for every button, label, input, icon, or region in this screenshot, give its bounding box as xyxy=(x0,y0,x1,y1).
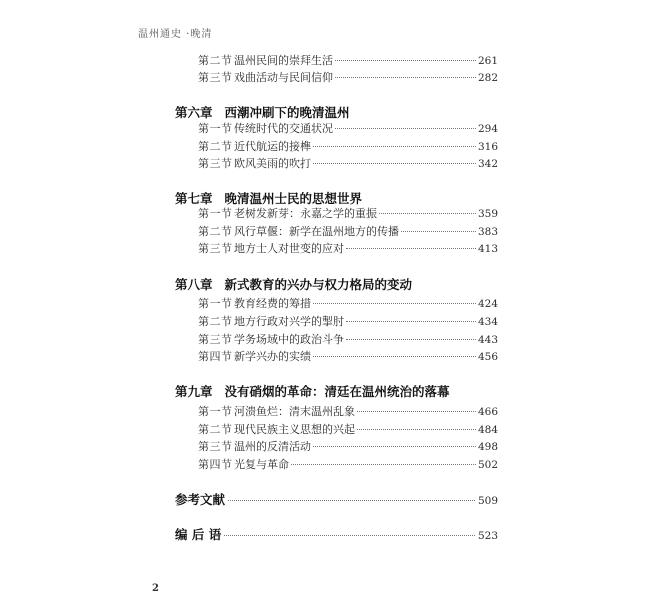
leader-dots xyxy=(224,535,475,536)
section-number: 第二节 xyxy=(198,225,233,238)
page-number: 359 xyxy=(477,208,498,220)
toc-entry[interactable] xyxy=(198,315,498,329)
page-number: 484 xyxy=(477,424,498,436)
toc-back-matter-entry[interactable] xyxy=(175,525,498,541)
toc-entry[interactable] xyxy=(198,122,498,136)
section-title: 欧风美雨的吹打 xyxy=(234,157,311,170)
leader-dots xyxy=(357,429,476,430)
section-number: 第二节 xyxy=(198,140,233,153)
section-number: 第一节 xyxy=(198,207,233,220)
toc-entry[interactable] xyxy=(198,140,498,154)
chapter-title: 没有硝烟的革命：清廷在温州统治的落幕 xyxy=(224,384,450,399)
toc-entry[interactable] xyxy=(198,440,498,454)
section-number: 第三节 xyxy=(198,157,233,170)
section-title: 学务场域中的政治斗争 xyxy=(234,333,344,346)
page-number: 424 xyxy=(477,298,498,310)
toc-back-matter-entry[interactable] xyxy=(175,490,498,506)
section-number: 第二节 xyxy=(198,423,233,436)
page-number: 434 xyxy=(477,316,498,328)
section-title: 近代航运的接榫 xyxy=(234,140,311,153)
section-title: 光复与革命 xyxy=(234,458,289,471)
section-number: 第二节 xyxy=(198,315,233,328)
section-number: 第三节 xyxy=(198,71,233,84)
leader-dots xyxy=(313,146,476,147)
section-title: 戏曲活动与民间信仰 xyxy=(234,71,333,84)
section-title: 老树发新芽：永嘉之学的重振 xyxy=(234,207,377,220)
leader-dots xyxy=(313,356,476,357)
section-number: 第二节 xyxy=(198,54,233,67)
leader-dots xyxy=(346,339,476,340)
chapter-heading[interactable] xyxy=(175,103,350,121)
toc-entry[interactable] xyxy=(198,458,498,472)
leader-dots xyxy=(401,231,476,232)
chapter-title: 西潮冲刷下的晚清温州 xyxy=(224,105,350,120)
chapter-heading[interactable] xyxy=(175,189,362,207)
section-title: 新学兴办的实绩 xyxy=(234,350,311,363)
page-number: 509 xyxy=(477,495,498,507)
page-number: 443 xyxy=(477,334,498,346)
leader-dots xyxy=(291,464,476,465)
page-number: 498 xyxy=(477,441,498,453)
page-number: 316 xyxy=(477,141,498,153)
section-number: 第一节 xyxy=(198,405,233,418)
leader-dots xyxy=(335,128,476,129)
leader-dots xyxy=(313,446,476,447)
page-number: 342 xyxy=(477,158,498,170)
toc-entry[interactable] xyxy=(198,423,498,437)
chapter-number: 第九章 xyxy=(175,384,213,399)
toc-entry[interactable] xyxy=(198,157,498,171)
page-number: 294 xyxy=(477,123,498,135)
leader-dots xyxy=(228,500,475,501)
section-title: 传统时代的交通状况 xyxy=(234,122,333,135)
leader-dots xyxy=(346,321,476,322)
section-number: 第一节 xyxy=(198,297,233,310)
toc-entry[interactable] xyxy=(198,297,498,311)
leader-dots xyxy=(379,213,476,214)
page-number: 466 xyxy=(477,406,498,418)
leader-dots xyxy=(313,303,476,304)
toc-entry[interactable] xyxy=(198,54,498,68)
page-number: 456 xyxy=(477,351,498,363)
section-title: 教育经费的筹措 xyxy=(234,297,311,310)
back-matter-title: 参考文献 xyxy=(175,492,226,507)
chapter-title: 晚清温州士民的思想世界 xyxy=(224,191,363,206)
leader-dots xyxy=(313,163,476,164)
leader-dots xyxy=(335,60,476,61)
page-number: 282 xyxy=(477,72,498,84)
toc-entry[interactable] xyxy=(198,225,498,239)
toc-entry[interactable] xyxy=(198,405,498,419)
leader-dots xyxy=(346,248,476,249)
section-title: 河溃鱼烂：清末温州乱象 xyxy=(234,405,355,418)
section-number: 第四节 xyxy=(198,458,233,471)
page-number: 261 xyxy=(477,55,498,67)
section-number: 第三节 xyxy=(198,333,233,346)
leader-dots xyxy=(335,77,476,78)
section-title: 现代民族主义思想的兴起 xyxy=(234,423,355,436)
toc-entry[interactable] xyxy=(198,350,498,364)
back-matter-title: 编 后 语 xyxy=(175,527,222,542)
chapter-number: 第七章 xyxy=(175,191,213,206)
page-number: 413 xyxy=(477,243,498,255)
toc-entry[interactable] xyxy=(198,242,498,256)
toc-entry[interactable] xyxy=(198,207,498,221)
toc-entry[interactable] xyxy=(198,333,498,347)
leader-dots xyxy=(357,411,476,412)
chapter-number: 第六章 xyxy=(175,105,213,120)
page-number: 523 xyxy=(477,530,498,542)
chapter-heading[interactable] xyxy=(175,275,412,293)
running-head: 温州通史 ·晚清 xyxy=(138,29,213,40)
page-number: 383 xyxy=(477,226,498,238)
chapter-number: 第八章 xyxy=(175,277,213,292)
section-number: 第一节 xyxy=(198,122,233,135)
section-number: 第三节 xyxy=(198,440,233,453)
page-number: 502 xyxy=(477,459,498,471)
section-title: 地方士人对世变的应对 xyxy=(234,242,344,255)
chapter-heading[interactable] xyxy=(175,382,450,400)
section-title: 风行草偃：新学在温州地方的传播 xyxy=(234,225,399,238)
toc-entry[interactable] xyxy=(198,71,498,85)
section-number: 第四节 xyxy=(198,350,233,363)
chapter-title: 新式教育的兴办与权力格局的变动 xyxy=(224,277,413,292)
section-title: 地方行政对兴学的掣肘 xyxy=(234,315,344,328)
section-number: 第三节 xyxy=(198,242,233,255)
section-title: 温州的反清活动 xyxy=(234,440,311,453)
folio-page-number: 2 xyxy=(152,583,159,594)
section-title: 温州民间的崇拜生活 xyxy=(234,54,333,67)
